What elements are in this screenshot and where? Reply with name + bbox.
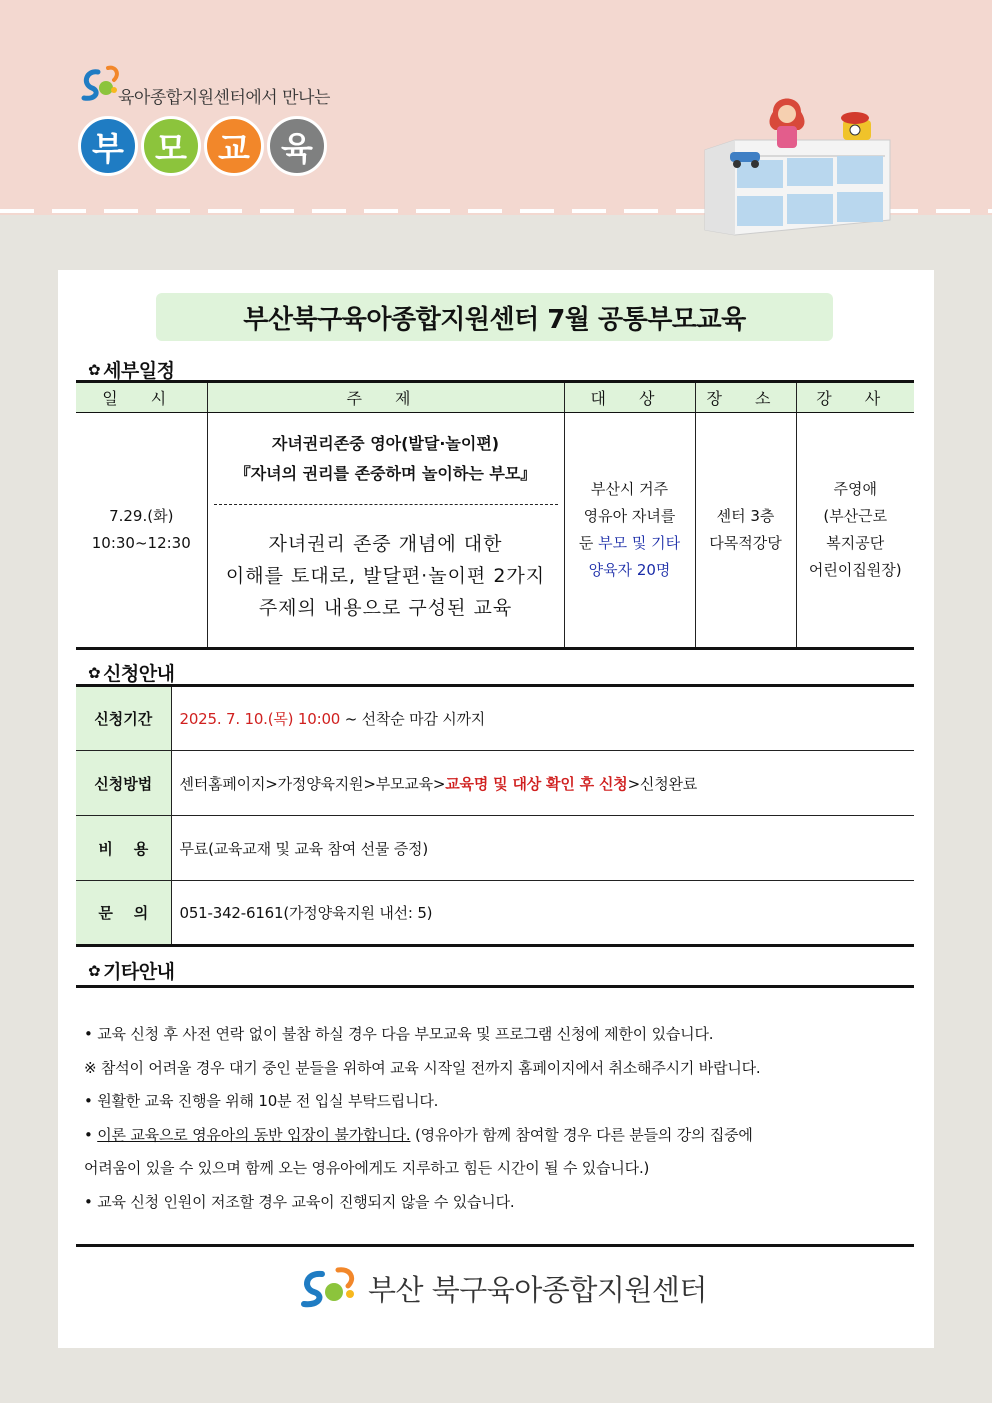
info-label-method: 신청방법	[76, 751, 171, 816]
method-highlight: 교육명 및 대상 확인 후 신청	[445, 774, 628, 793]
section-heading-apply-label: 신청안내	[103, 663, 175, 685]
divider	[76, 1244, 914, 1247]
note-item: • 교육 신청 후 사전 연락 없이 불참 하실 경우 다음 부모교육 및 프로그램 신청에 제한이 있습니다.	[84, 1025, 714, 1043]
document-paper	[58, 270, 934, 1348]
note-underlined: 이론 교육으로 영유아의 동반 입장이 불가합니다.	[97, 1125, 411, 1144]
cell-place	[695, 413, 796, 649]
title-char-mo: 모	[141, 116, 201, 176]
col-header-datetime: 일 시	[76, 382, 207, 413]
flower-icon: ✿	[88, 360, 101, 379]
info-row-cost	[76, 816, 914, 881]
cell-target	[564, 413, 695, 649]
cell-datetime	[76, 413, 207, 649]
note-item: 어려움이 있을 수 있으며 함께 오는 영유아에게도 지루하고 힘든 시간이 될 수 있습니다.)	[84, 1159, 650, 1177]
info-row-method	[76, 751, 914, 816]
target-line: 부산시 거주	[590, 480, 669, 498]
note-text: (영유아가 함께 참여할 경우 다른 분들의 강의 집중에	[410, 1125, 753, 1144]
schedule-date: 7.29.(화)	[109, 507, 174, 525]
notes-list	[84, 1018, 909, 1219]
divider	[76, 985, 914, 988]
col-header-topic: 주 제	[207, 382, 564, 413]
topic-desc-line: 자녀권리 존중 개념에 대한	[268, 532, 503, 555]
title-char-gyo: 교	[204, 116, 264, 176]
section-heading-notes	[88, 957, 175, 984]
col-header-target: 대 상	[564, 382, 695, 413]
target-line: 영유아 자녀를	[583, 507, 676, 525]
topic-desc-line: 주제의 내용으로 구성된 교육	[258, 596, 513, 619]
topic-desc-line: 이해를 토대로, 발달편·놀이편 2가지	[225, 564, 546, 587]
place-line: 센터 3층	[716, 507, 775, 525]
info-row-contact	[76, 881, 914, 946]
period-rest: ~ 선착순 마감 시까지	[340, 710, 486, 728]
lecturer-affiliation: 어린이집원장)	[808, 561, 902, 579]
title-char-bu: 부	[78, 116, 138, 176]
col-header-place: 장 소	[695, 382, 796, 413]
info-value-method	[171, 751, 914, 816]
note-item: • 교육 신청 인원이 저조할 경우 교육이 진행되지 않을 수 있습니다.	[84, 1192, 515, 1211]
page-title: 부산북구육아종합지원센터 7월 공통부모교육	[156, 293, 833, 341]
info-label-cost: 비 용	[76, 816, 171, 881]
place-line: 다목적강당	[709, 534, 782, 552]
topic-header	[214, 413, 558, 505]
footer-org-name: 부산 북구육아종합지원센터	[368, 1272, 707, 1307]
info-label-period: 신청기간	[76, 686, 171, 751]
section-heading-notes-label: 기타안내	[103, 961, 175, 983]
header-title-circles	[78, 116, 327, 176]
col-header-lecturer: 강 사	[796, 382, 914, 413]
target-highlight: 부모 및 기타	[598, 534, 681, 552]
schedule-table	[76, 380, 914, 650]
center-logo-icon	[298, 1266, 360, 1310]
info-label-contact: 문 의	[76, 881, 171, 946]
info-row-period	[76, 686, 914, 751]
period-datetime: 2025. 7. 10.(목) 10:00	[179, 710, 341, 728]
note-item: ※ 참석이 어려울 경우 대기 중인 분들을 위하여 교육 시작일 전까지 홈페이지에서 취소해주시기 바랍니다.	[84, 1058, 761, 1077]
title-char-yuk: 육	[267, 116, 327, 176]
section-heading-schedule	[88, 356, 175, 383]
note-item: • 원활한 교육 진행을 위해 10분 전 입실 부탁드립니다.	[84, 1092, 439, 1110]
cell-lecturer	[796, 413, 914, 649]
info-value-period	[171, 686, 914, 751]
flower-icon: ✿	[88, 663, 101, 682]
flower-icon: ✿	[88, 961, 101, 980]
section-heading-schedule-label: 세부일정	[103, 360, 175, 382]
lecturer-affiliation: 복지공단	[826, 534, 885, 552]
schedule-time: 10:30~12:30	[91, 534, 191, 552]
section-heading-apply	[88, 659, 175, 686]
lecturer-name: 주영애	[833, 480, 877, 498]
info-value-cost: 무료(교육교재 및 교육 참여 선물 증정)	[171, 816, 914, 881]
toy-shelf-illustration	[695, 90, 895, 240]
note-item	[84, 1119, 909, 1153]
topic-subtitle: 『자녀의 권리를 존중하며 놀이하는 부모』	[234, 463, 537, 483]
target-line	[565, 530, 695, 557]
method-path: 센터홈페이지>가정양육지원>부모교육>	[179, 774, 446, 793]
apply-info-table	[76, 684, 914, 947]
footer	[298, 1266, 707, 1310]
target-highlight: 양육자 20명	[588, 561, 671, 579]
header-subtitle: 육아종합지원센터에서 만나는	[118, 88, 330, 108]
target-text: 둔	[578, 534, 594, 552]
cell-topic	[207, 413, 564, 649]
topic-title: 자녀권리존중 영아(발달·놀이편)	[271, 433, 500, 453]
schedule-header-row	[76, 382, 914, 413]
center-logo-icon	[78, 62, 122, 106]
note-bullet: •	[84, 1125, 98, 1144]
topic-description	[208, 505, 564, 646]
lecturer-affiliation: (부산근로	[823, 507, 888, 525]
schedule-row	[76, 413, 914, 649]
method-end: >신청완료	[627, 774, 698, 793]
info-value-contact: 051-342-6161(가정양육지원 내선: 5)	[179, 904, 433, 922]
